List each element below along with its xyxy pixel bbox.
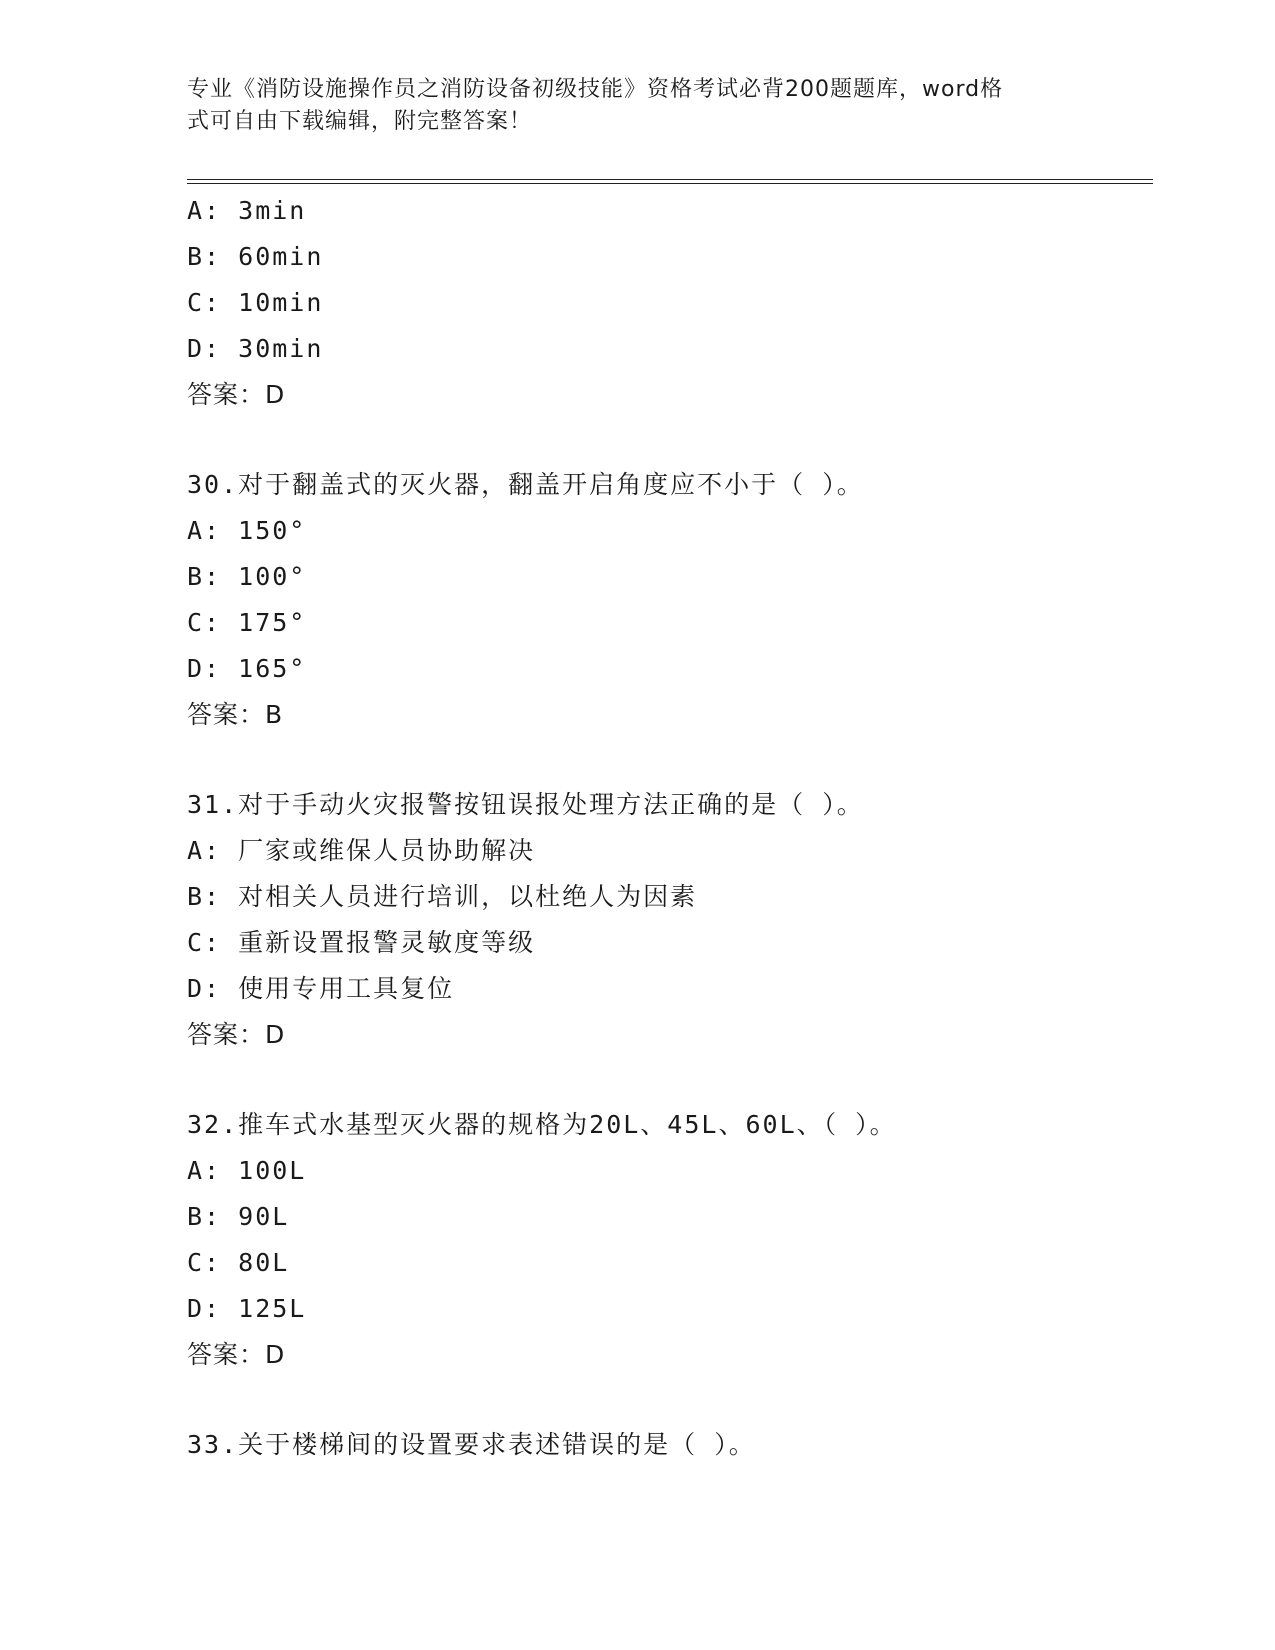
- header-line-2: 式可自由下载编辑，附完整答案！: [187, 109, 533, 134]
- option-b: B: 60min: [187, 242, 324, 271]
- answer-label: 答案：D: [187, 1020, 286, 1049]
- option-a: A: 150°: [187, 516, 307, 545]
- option-b: B: 对相关人员进行培训，以杜绝人为因素: [187, 882, 698, 911]
- question-stem: 32.推车式水基型灭火器的规格为20L、45L、60L、（ ）。: [187, 1110, 897, 1139]
- option-c: C: 重新设置报警灵敏度等级: [187, 928, 536, 957]
- answer-label: 答案：B: [187, 700, 284, 729]
- question-continued: [187, 188, 1153, 418]
- option-d: D: 165°: [187, 654, 307, 683]
- option-d: D: 使用专用工具复位: [187, 974, 455, 1003]
- option-b: B: 100°: [187, 562, 307, 591]
- option-b: B: 90L: [187, 1202, 290, 1231]
- option-c: C: 80L: [187, 1248, 290, 1277]
- question-stem: 30.对于翻盖式的灭火器，翻盖开启角度应不小于（ ）。: [187, 470, 864, 499]
- question-stem: 33.关于楼梯间的设置要求表述错误的是（ ）。: [187, 1430, 756, 1459]
- answer-label: 答案：D: [187, 1340, 286, 1369]
- option-d: D: 125L: [187, 1294, 307, 1323]
- option-c: C: 175°: [187, 608, 307, 637]
- question-31: [187, 782, 1153, 1058]
- question-list: [187, 188, 1153, 1468]
- option-d: D: 30min: [187, 334, 324, 363]
- question-33: [187, 1422, 1153, 1468]
- question-30: [187, 462, 1153, 738]
- option-a: A: 100L: [187, 1156, 307, 1185]
- option-a: A: 厂家或维保人员协助解决: [187, 836, 536, 865]
- question-stem: 31.对于手动火灾报警按钮误报处理方法正确的是（ ）。: [187, 790, 864, 819]
- option-a: A: 3min: [187, 196, 307, 225]
- header-line-1: 专业《消防设施操作员之消防设备初级技能》资格考试必背200题题库，word格: [187, 77, 1004, 102]
- document-header: [187, 74, 1067, 138]
- question-32: [187, 1102, 1153, 1378]
- header-divider: [187, 179, 1153, 184]
- option-c: C: 10min: [187, 288, 324, 317]
- answer-label: 答案：D: [187, 380, 286, 409]
